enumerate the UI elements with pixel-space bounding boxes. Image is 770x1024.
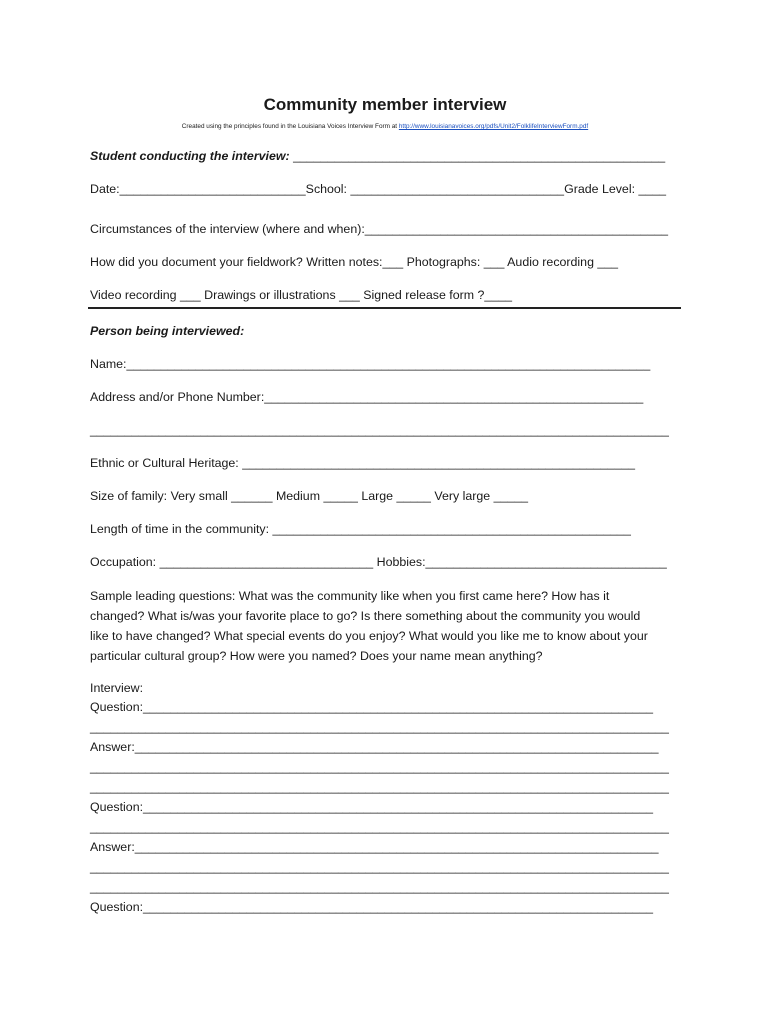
documentation-line[interactable]: How did you document your fieldwork? Written notes:___ Photographs: ___ Audio recording ___ [90, 255, 619, 269]
sample-questions-line: changed? What is/was your favorite place to go? Is there something about the community you would [90, 609, 641, 623]
blank-answer-line[interactable]: ____________________________________________________________________________________ [90, 820, 669, 834]
circumstances-line[interactable]: Circumstances of the interview (where and when):____________________________________________ [90, 222, 668, 236]
answer-field[interactable]: Answer:____________________________________________________________________________ [90, 840, 659, 854]
family-size-line[interactable]: Size of family: Very small ______ Medium _____ Large _____ Very large _____ [90, 489, 529, 503]
blank-answer-line[interactable]: ____________________________________________________________________________________ [90, 880, 669, 894]
address-continuation-field[interactable]: ____________________________________________________________________________________ [90, 423, 669, 437]
blank-answer-line[interactable]: ____________________________________________________________________________________ [90, 720, 669, 734]
occupation-hobbies-line[interactable]: Occupation: _______________________________ Hobbies:___________________________________ [90, 555, 667, 569]
person-heading: Person being interviewed: [90, 324, 245, 338]
student-heading-line [90, 149, 665, 163]
address-field[interactable]: Address and/or Phone Number:_______________________________________________________ [90, 390, 644, 404]
student-heading: Student conducting the interview: [90, 149, 290, 163]
page-title: Community member interview [263, 95, 507, 114]
source-link[interactable]: http://www.louisianavoices.org/pdfs/Unit2/FolklifeInterviewForm.pdf [398, 123, 589, 130]
sample-questions-line: Sample leading questions: What was the community like when you first came here? How has it [90, 589, 610, 603]
blank-answer-line[interactable]: ____________________________________________________________________________________ [90, 860, 669, 874]
subtitle-text: Created using the principles found in the Louisiana Voices Interview Form at [181, 123, 399, 130]
question-field[interactable]: Question:__________________________________________________________________________ [90, 700, 653, 714]
section-divider [88, 307, 681, 309]
name-field[interactable]: Name:____________________________________________________________________________ [90, 357, 651, 371]
date-school-grade-line[interactable]: Date:___________________________School: _______________________________Grade Level: ____ [90, 182, 667, 196]
ethnic-heritage-field[interactable]: Ethnic or Cultural Heritage: _________________________________________________________ [90, 456, 635, 470]
community-length-field[interactable]: Length of time in the community: ____________________________________________________ [90, 522, 631, 536]
sample-questions-paragraph [90, 586, 680, 666]
blank-answer-line[interactable]: ____________________________________________________________________________________ [90, 760, 669, 774]
media-line[interactable]: Video recording ___ Drawings or illustrations ___ Signed release form ?____ [90, 288, 512, 302]
question-field[interactable]: Question:__________________________________________________________________________ [90, 900, 653, 914]
interview-label: Interview: [90, 681, 144, 695]
blank-answer-line[interactable]: ____________________________________________________________________________________ [90, 780, 669, 794]
student-name-field[interactable]: ______________________________________________________ [289, 149, 666, 163]
page-subtitle [0, 123, 770, 130]
sample-questions-line: like to have changed? What special events do you enjoy? What would you like me to know about your [90, 629, 648, 643]
question-field[interactable]: Question:__________________________________________________________________________ [90, 800, 653, 814]
answer-field[interactable]: Answer:____________________________________________________________________________ [90, 740, 659, 754]
sample-questions-line: particular cultural group? How were you named? Does your name mean anything? [90, 649, 543, 663]
